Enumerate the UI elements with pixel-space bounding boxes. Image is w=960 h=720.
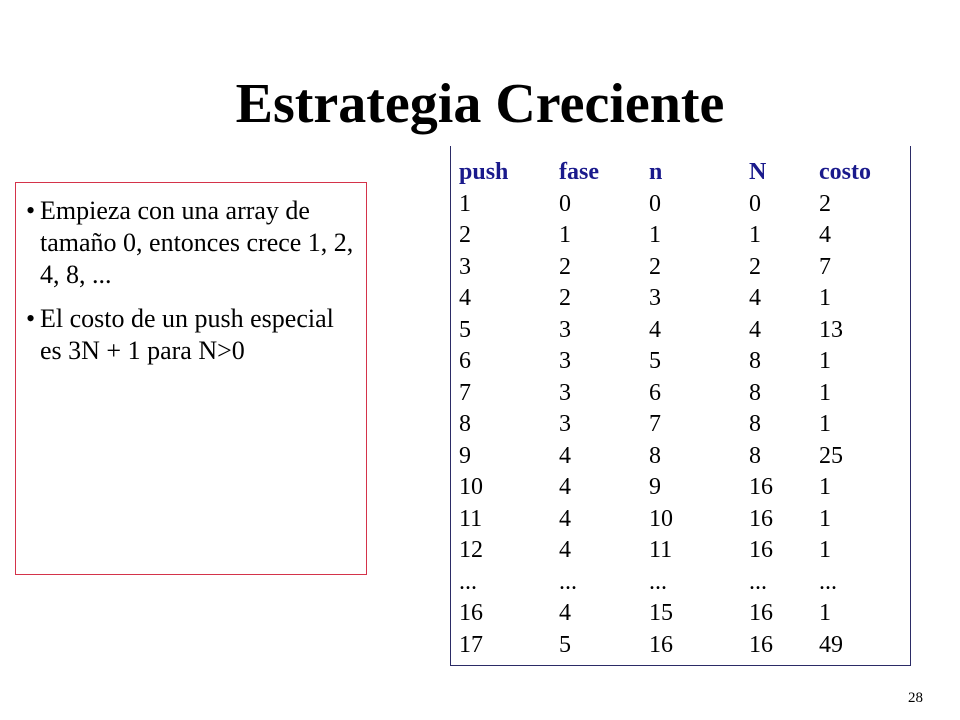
cell-push: 17 — [459, 631, 483, 658]
cell-n: 5 — [649, 348, 661, 374]
cell-big-n: 16 — [749, 474, 773, 500]
cell-n: 0 — [649, 190, 661, 217]
header-big-n: N — [749, 159, 767, 185]
cell-big-n: ... — [749, 568, 767, 595]
cell-n: 3 — [649, 285, 661, 311]
cell-push: 11 — [459, 505, 483, 532]
cell-n: 1 — [649, 222, 661, 248]
bullet-item — [26, 195, 355, 291]
cell-costo: 49 — [819, 631, 843, 658]
header-n: n — [649, 159, 663, 185]
cell-fase: 1 — [559, 222, 571, 248]
cell-costo: 1 — [819, 348, 831, 374]
cell-costo: ... — [819, 568, 837, 595]
cell-costo: 1 — [819, 537, 831, 563]
cell-push: 5 — [459, 316, 471, 343]
cell-big-n: 8 — [749, 379, 761, 406]
cell-fase: 4 — [559, 505, 571, 532]
header-costo: costo — [819, 159, 871, 185]
cell-costo: 7 — [819, 253, 831, 280]
page-number: 28 — [908, 690, 923, 706]
cell-big-n: 4 — [749, 316, 761, 343]
cell-fase: 3 — [559, 411, 571, 437]
cell-push: 2 — [459, 222, 471, 248]
cell-n: 7 — [649, 411, 661, 437]
cell-fase: 3 — [559, 348, 571, 374]
cell-big-n: 1 — [749, 222, 761, 248]
cell-costo: 13 — [819, 316, 843, 343]
cell-big-n: 4 — [749, 285, 761, 311]
cell-big-n: 8 — [749, 442, 761, 469]
bullet-marker: • — [26, 196, 36, 225]
cell-big-n: 16 — [749, 537, 773, 563]
cell-costo: 2 — [819, 190, 831, 217]
cell-big-n: 16 — [749, 505, 773, 532]
cell-costo: 1 — [819, 474, 831, 500]
cell-push: 3 — [459, 253, 471, 280]
cell-costo: 4 — [819, 222, 831, 248]
cell-n: 16 — [649, 631, 673, 658]
cell-n: 10 — [649, 505, 673, 532]
cell-n: 9 — [649, 474, 661, 500]
cell-big-n: 16 — [749, 600, 773, 626]
cell-push: 16 — [459, 600, 483, 626]
cell-fase: 2 — [559, 285, 571, 311]
cell-big-n: 0 — [749, 190, 761, 217]
cell-fase: 0 — [559, 190, 571, 217]
cell-push: ... — [459, 568, 477, 595]
cost-table — [450, 146, 911, 666]
cell-n: 15 — [649, 600, 673, 626]
cell-costo: 1 — [819, 379, 831, 406]
bullet-text: El costo de un push especial es 3N + 1 para N>0 — [40, 304, 334, 365]
cell-fase: 4 — [559, 537, 571, 563]
cell-big-n: 16 — [749, 631, 773, 658]
cell-big-n: 8 — [749, 411, 761, 437]
cell-big-n: 8 — [749, 348, 761, 374]
cell-costo: 1 — [819, 600, 831, 626]
cell-fase: 3 — [559, 379, 571, 406]
cell-fase: 4 — [559, 600, 571, 626]
cell-push: 10 — [459, 474, 483, 500]
cell-push: 1 — [459, 190, 471, 217]
cell-n: 4 — [649, 316, 661, 343]
cell-fase: 2 — [559, 253, 571, 280]
cell-fase: ... — [559, 568, 577, 595]
bullet-item — [26, 303, 355, 367]
cell-fase: 5 — [559, 631, 571, 658]
cell-push: 4 — [459, 285, 471, 311]
bullet-marker: • — [26, 304, 36, 333]
cell-push: 8 — [459, 411, 471, 437]
bullet-text: Empieza con una array de tamaño 0, entonces crece 1, 2, 4, 8, ... — [40, 196, 354, 289]
cell-push: 12 — [459, 537, 483, 563]
cell-fase: 3 — [559, 316, 571, 343]
cell-n: ... — [649, 568, 667, 595]
cell-push: 9 — [459, 442, 471, 469]
header-fase: fase — [559, 159, 599, 185]
cell-push: 7 — [459, 379, 471, 406]
cell-costo: 1 — [819, 411, 831, 437]
header-push: push — [459, 159, 509, 185]
slide-title: Estrategia Creciente — [235, 73, 725, 135]
cell-n: 11 — [649, 537, 673, 563]
cell-fase: 4 — [559, 474, 571, 500]
cell-costo: 1 — [819, 505, 831, 532]
cell-costo: 25 — [819, 442, 843, 469]
cell-costo: 1 — [819, 285, 831, 311]
cell-n: 6 — [649, 379, 661, 406]
cell-push: 6 — [459, 348, 471, 374]
cell-fase: 4 — [559, 442, 571, 469]
cell-n: 8 — [649, 442, 661, 469]
cell-n: 2 — [649, 253, 661, 280]
cell-big-n: 2 — [749, 253, 761, 280]
